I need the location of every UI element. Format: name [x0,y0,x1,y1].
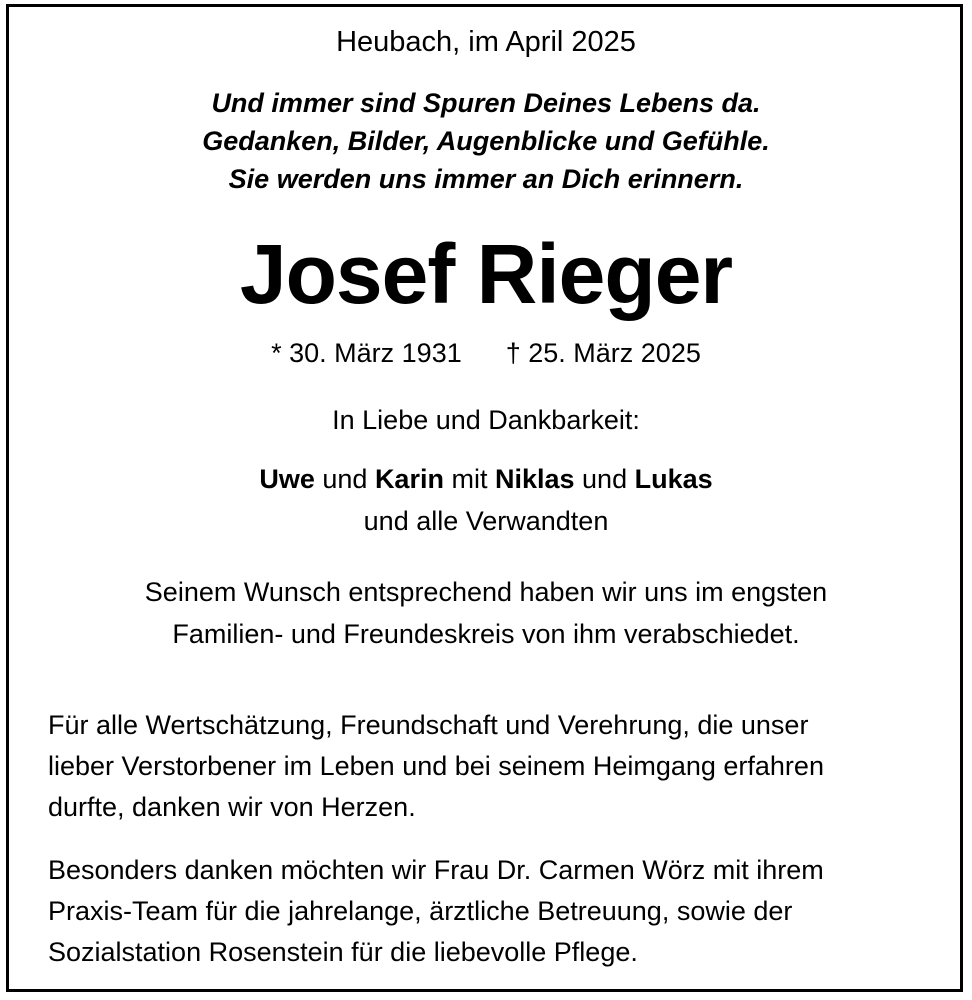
mourners-relatives: und alle Verwandten [363,506,609,536]
motto-line-2: Gedanken, Bilder, Augenblicke und Gefühle. [202,126,770,156]
mourner-name: Uwe [259,464,315,494]
mourner-joiner: mit [443,464,495,494]
mourners-names [0,460,972,498]
mourner-name: Lukas [634,464,713,494]
deceased-name: Josef Rieger [239,227,733,321]
life-dates [0,336,972,370]
wish-line-1: Seinem Wunsch entsprechend haben wir uns im engsten [144,577,828,607]
gratitude-line-2: lieber Verstorbener im Leben und bei seinem Heimgang erfahren [48,751,824,781]
mourners-intro: In Liebe und Dankbarkeit: [332,405,640,435]
special-thanks-line-1: Besonders danken möchten wir Frau Dr. Carmen Wörz mit ihrem [48,855,824,885]
place-date: Heubach, im April 2025 [336,26,636,58]
motto-line-3: Sie werden uns immer an Dich erinnern. [228,164,744,194]
special-thanks-line-3: Sozialstation Rosenstein für die liebevolle Pflege. [48,937,638,967]
mourner-name: Niklas [494,464,575,494]
birth-date: * 30. März 1931 [271,338,462,368]
gratitude-line-1: Für alle Wertschätzung, Freundschaft und Verehrung, die unser [48,710,809,740]
mourner-joiner: und [574,464,635,494]
gratitude-line-3: durfte, danken wir von Herzen. [48,792,416,822]
motto-line-1: Und immer sind Spuren Deines Lebens da. [211,88,761,118]
death-date: † 25. März 2025 [505,338,701,368]
mourner-name: Karin [374,464,444,494]
wish-line-2: Familien- und Freundeskreis von ihm verabschiedet. [172,619,800,649]
mourner-joiner: und [314,464,375,494]
special-thanks-line-2: Praxis-Team für die jahrelange, ärztliche Betreuung, sowie der [48,896,793,926]
